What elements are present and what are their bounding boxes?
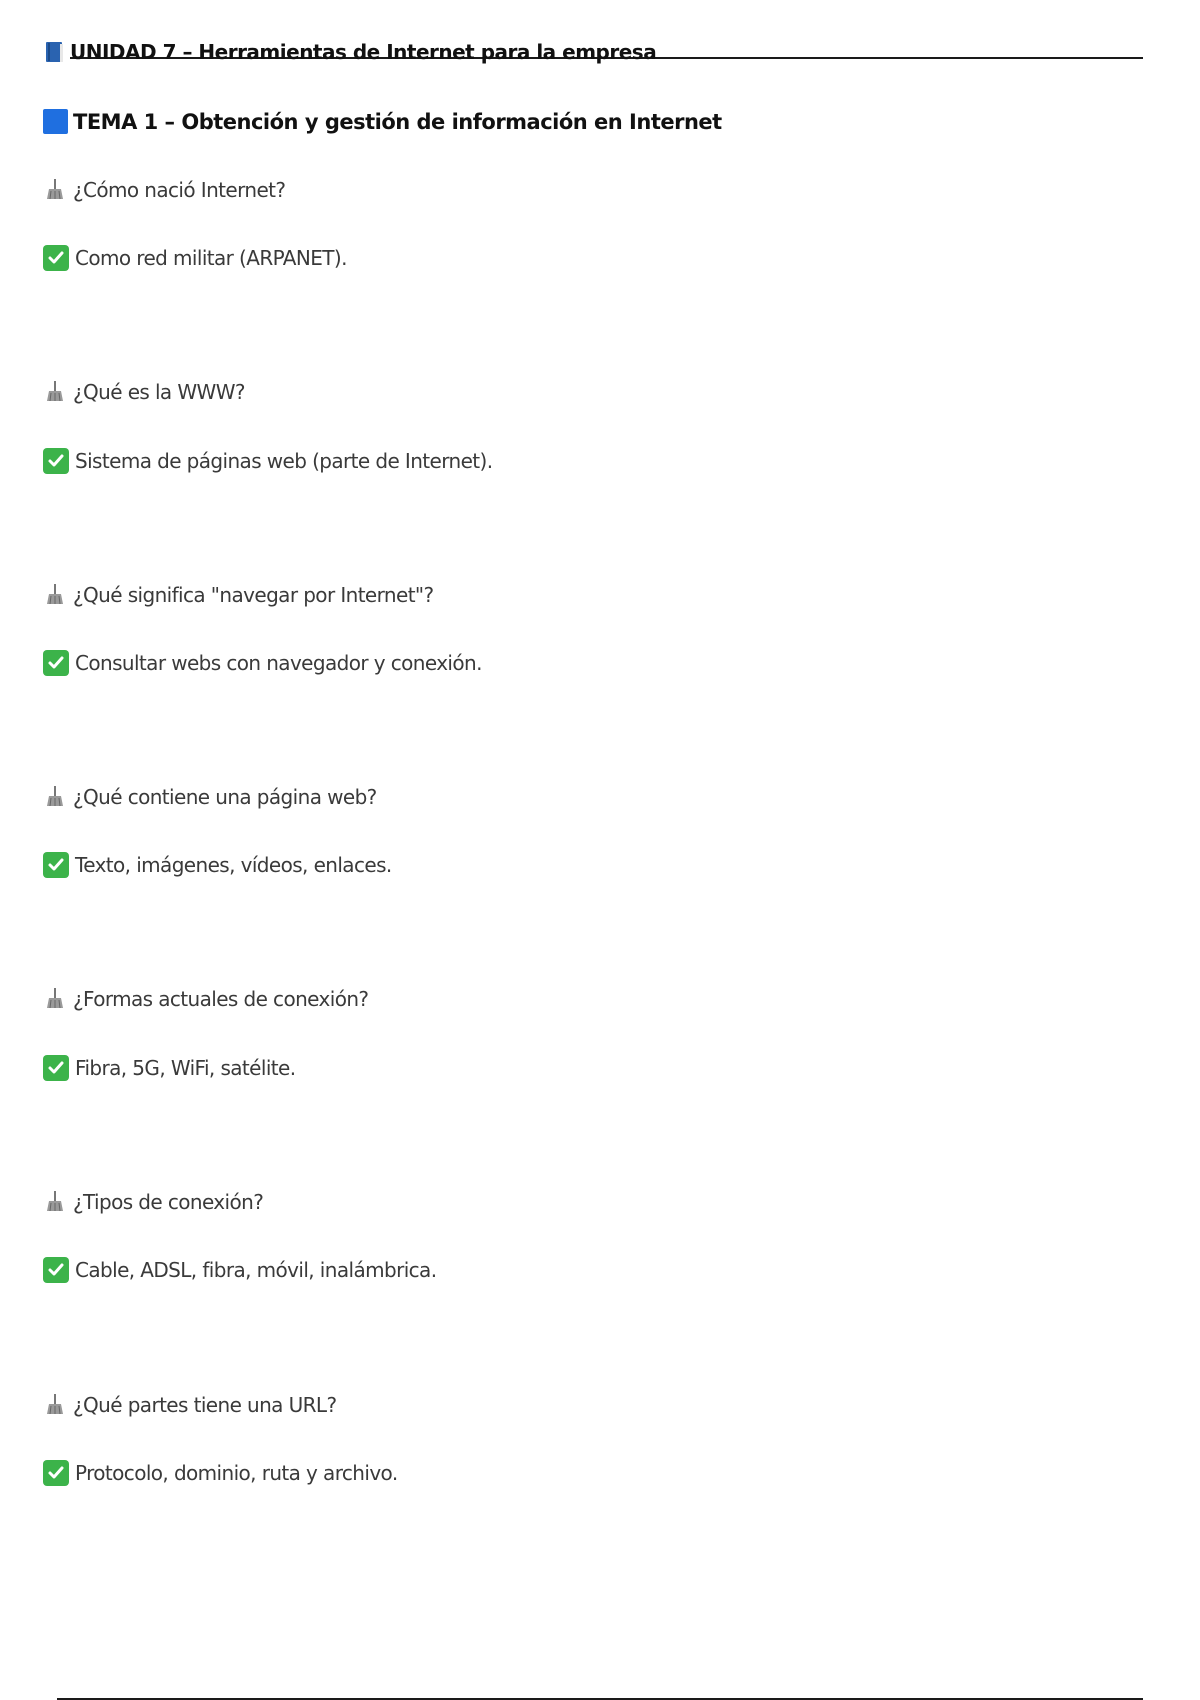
- check-mark-icon: [43, 1257, 69, 1283]
- topic-header: [43, 109, 722, 134]
- answer-text: Cable, ADSL, fibra, móvil, inalámbrica.: [75, 1258, 437, 1282]
- question-row: [43, 583, 434, 607]
- broom-icon: [43, 178, 67, 202]
- answer-text: Sistema de páginas web (parte de Internet).: [75, 449, 493, 473]
- question-row: [43, 178, 285, 202]
- broom-icon: [43, 1393, 67, 1417]
- broom-icon: [43, 1190, 67, 1214]
- blue-square-icon: [43, 109, 68, 134]
- question-text: ¿Formas actuales de conexión?: [73, 987, 369, 1011]
- broom-icon: [43, 583, 67, 607]
- answer-row: [43, 650, 482, 676]
- check-mark-icon: [43, 1460, 69, 1486]
- answer-text: Como red militar (ARPANET).: [75, 246, 347, 270]
- unit-title: UNIDAD 7 – Herramientas de Internet para la empresa: [70, 40, 657, 64]
- question-text: ¿Qué partes tiene una URL?: [73, 1393, 337, 1417]
- question-text: ¿Qué es la WWW?: [73, 380, 245, 404]
- question-row: [43, 380, 245, 404]
- check-mark-icon: [43, 245, 69, 271]
- answer-text: Fibra, 5G, WiFi, satélite.: [75, 1056, 296, 1080]
- answer-row: [43, 1257, 436, 1283]
- question-row: [43, 1190, 263, 1214]
- answer-text: Consultar webs con navegador y conexión.: [75, 651, 482, 675]
- question-text: ¿Qué contiene una página web?: [73, 785, 377, 809]
- check-mark-icon: [43, 448, 69, 474]
- broom-icon: [43, 380, 67, 404]
- question-text: ¿Cómo nació Internet?: [73, 178, 286, 202]
- broom-icon: [43, 785, 67, 809]
- broom-icon: [43, 987, 67, 1011]
- book-icon: [44, 40, 66, 64]
- check-mark-icon: [43, 852, 69, 878]
- answer-row: [43, 1460, 398, 1486]
- question-text: ¿Tipos de conexión?: [73, 1190, 264, 1214]
- check-mark-icon: [43, 650, 69, 676]
- answer-text: Protocolo, dominio, ruta y archivo.: [75, 1461, 398, 1485]
- topic-title: TEMA 1 – Obtención y gestión de información en Internet: [73, 109, 722, 134]
- question-row: [43, 785, 377, 809]
- answer-row: [43, 448, 493, 474]
- question-row: [43, 987, 368, 1011]
- unit-header: [44, 40, 656, 64]
- answer-row: [43, 245, 347, 271]
- question-row: [43, 1393, 337, 1417]
- answer-row: [43, 1055, 295, 1081]
- answer-text: Texto, imágenes, vídeos, enlaces.: [75, 853, 392, 877]
- check-mark-icon: [43, 1055, 69, 1081]
- question-text: ¿Qué significa "navegar por Internet"?: [73, 583, 434, 607]
- answer-row: [43, 852, 392, 878]
